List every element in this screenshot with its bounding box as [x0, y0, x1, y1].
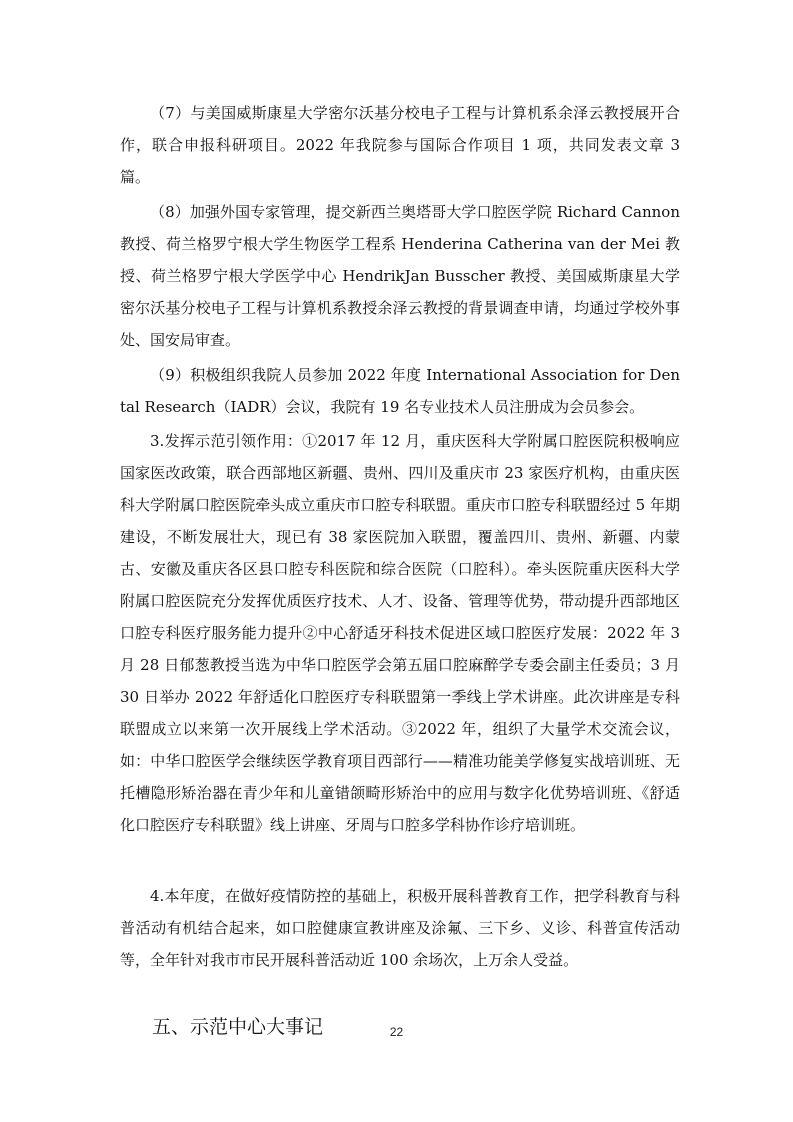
paragraph-science-popularization: 4.本年度，在做好疫情防控的基础上，积极开展科普教育工作，把学科教育与科普活动有机结合起来，如口腔健康宣教讲座及涂氟、三下乡、义诊、科普宣传活动等，全年针对我市市民开展科普活动近 100 余场次，上万余人受益。 [120, 887, 680, 969]
paragraph-foreign-experts: （8）加强外国专家管理，提交新西兰奥塔哥大学口腔医学院 Richard Cannon 教授、荷兰格罗宁根大学生物医学工程系 Henderina Catherina van der Mei 教授、荷兰格罗宁根大学医学中心 HendrikJan Busscher 教授、美国威斯康星大学密尔沃基分校电子工程与计算机系教授余泽云教授的背景调查申请，均通过学校外事处、国安局审查。 [120, 203, 680, 349]
paragraph-demonstration-role: 3.发挥示范引领作用：①2017 年 12 月，重庆医科大学附属口腔医院积极响应国家医改政策，联合西部地区新疆、贵州、四川及重庆市 23 家医疗机构，由重庆医科大学附属口腔医院牵头成立重庆市口腔专科联盟。重庆市口腔专科联盟经过 5 年期建设，不断发展壮大，现已有 38 家医院加入联盟，覆盖四川、贵州、新疆、内蒙古、安徽及重庆各区县口腔专科医院和综合医院（口腔科）。牵头医院重庆医科大学附属口腔医院充分发挥优质医疗技术、人才、设备、管理等优势，带动提升西部地区口腔专科医疗服务能力提升②中心舒适牙科技术促进区域口腔医疗发展：2022 年 3 月 28 日郁葱教授当选为中华口腔医学会第五届口腔麻醉学专委会副主任委员；3 月 30 日举办 2022 年舒适化口腔医疗专科联盟第一季线上学术讲座。此次讲座是专科联盟成立以来第一次开展线上学术活动。③2022 年，组织了大量学术交流会议，如：中华口腔医学会继续医学教育项目西部行——精准功能美学修复实战培训班、无托槽隐形矫治器在青少年和儿童错颌畸形矫治中的应用与数字化优势培训班、《舒适化口腔医疗专科联盟》线上讲座、牙周与口腔多学科协作诊疗培训班。 [120, 432, 680, 834]
paragraph-iadr-conference: （9）积极组织我院人员参加 2022 年度 International Association for Dental Research（IADR）会议，我院有 19 名专业技术人员注册成为会员参会。 [120, 366, 680, 416]
section-heading: 五、示范中心大事记 [152, 1016, 324, 1038]
paragraph-international-cooperation: （7）与美国威斯康星大学密尔沃基分校电子工程与计算机系余泽云教授展开合作，联合申报科研项目。2022 年我院参与国际合作项目 1 项，共同发表文章 3 篇。 [120, 104, 680, 186]
page-number: 22 [389, 1025, 404, 1039]
